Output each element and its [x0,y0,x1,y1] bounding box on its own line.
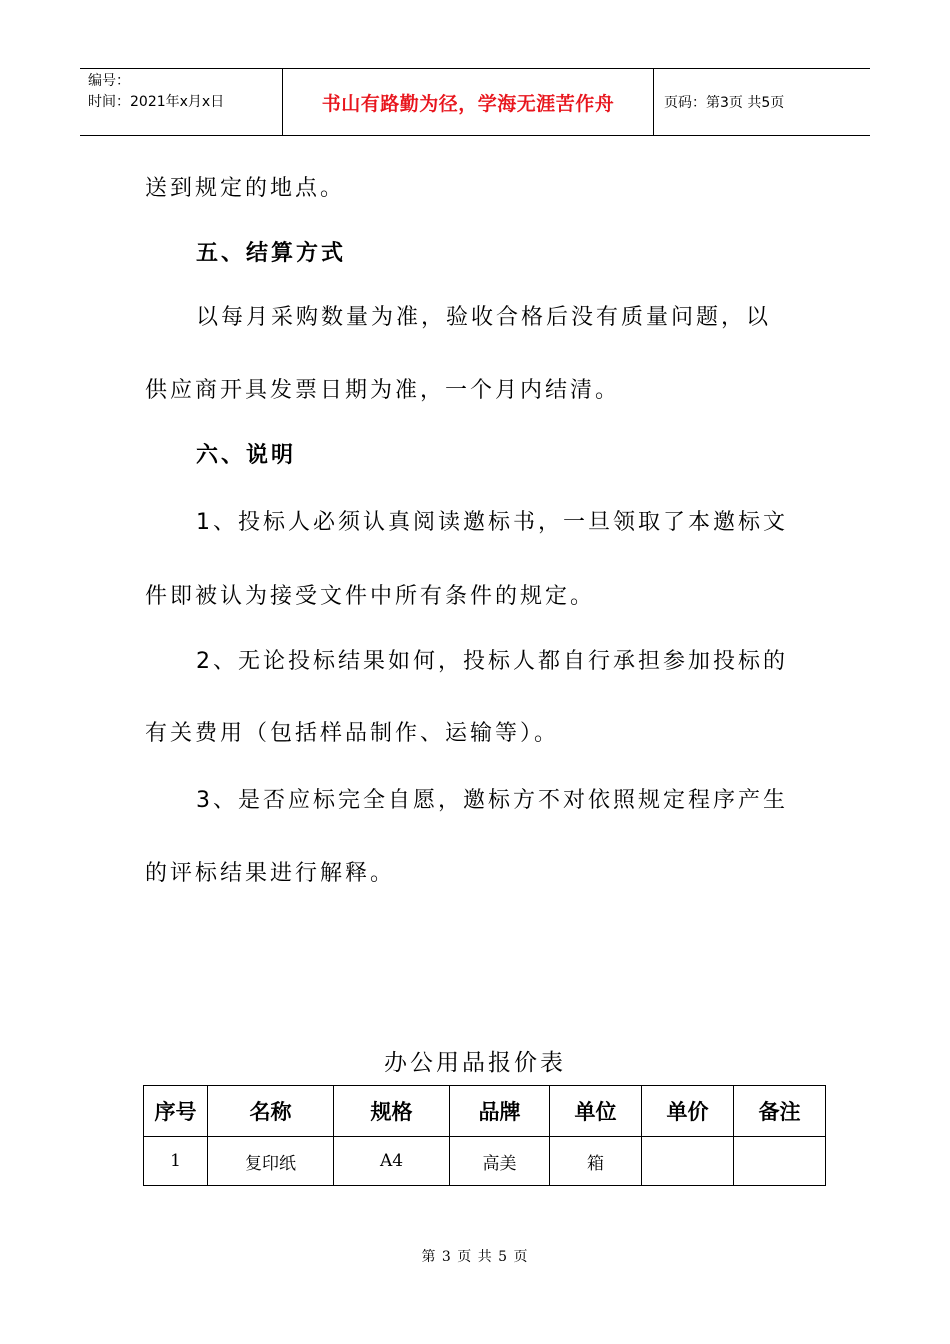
paragraph-line: 件即被认为接受文件中所有条件的规定。 [145,584,596,609]
cell-unit-price [642,1137,734,1186]
paragraph-line: 有关费用（包括样品制作、运输等）。 [145,721,560,746]
column-header-index: 序号 [144,1086,208,1137]
table-row [144,1137,826,1186]
paragraph-line: 供应商开具发票日期为准，一个月内结清。 [145,378,621,403]
header-meta [80,69,282,135]
table-header-row [144,1086,826,1137]
paragraph-line: 1、投标人必须认真阅读邀标书，一旦领取了本邀标文 [196,510,788,535]
page-footer: 第 3 页 共 5 页 [421,1249,529,1265]
cell-remarks [734,1137,826,1186]
table-title: 办公用品报价表 [384,1050,566,1076]
cell-unit: 箱 [550,1137,642,1186]
quote-table [143,1085,826,1186]
column-header-unit-price: 单价 [642,1086,734,1137]
cell-name: 复印纸 [208,1137,334,1186]
document-time-label: 时间：2021年x月x日 [88,94,225,110]
column-header-spec: 规格 [334,1086,450,1137]
column-header-name: 名称 [208,1086,334,1137]
section-heading-settlement: 五、结算方式 [196,241,347,266]
paragraph-line: 2、无论投标结果如何，投标人都自行承担参加投标的 [196,649,788,674]
paragraph-line: 的评标结果进行解释。 [145,861,396,886]
header-page-number: 页码：第3页 共5页 [664,95,785,111]
cell-brand: 高美 [450,1137,550,1186]
document-number-label: 编号： [88,73,130,89]
paragraph-line: 3、是否应标完全自愿，邀标方不对依照规定程序产生 [196,788,788,813]
section-heading-notes: 六、说明 [196,443,297,468]
cell-spec: A4 [334,1137,450,1186]
page-header [80,68,870,136]
cell-index: 1 [144,1137,208,1186]
paragraph-line: 送到规定的地点。 [145,176,346,201]
paragraph-line: 以每月采购数量为准，验收合格后没有质量问题，以 [196,305,772,330]
column-header-brand: 品牌 [450,1086,550,1137]
header-motto: 书山有路勤为径，学海无涯苦作舟 [282,69,654,135]
column-header-remarks: 备注 [734,1086,826,1137]
column-header-unit: 单位 [550,1086,642,1137]
